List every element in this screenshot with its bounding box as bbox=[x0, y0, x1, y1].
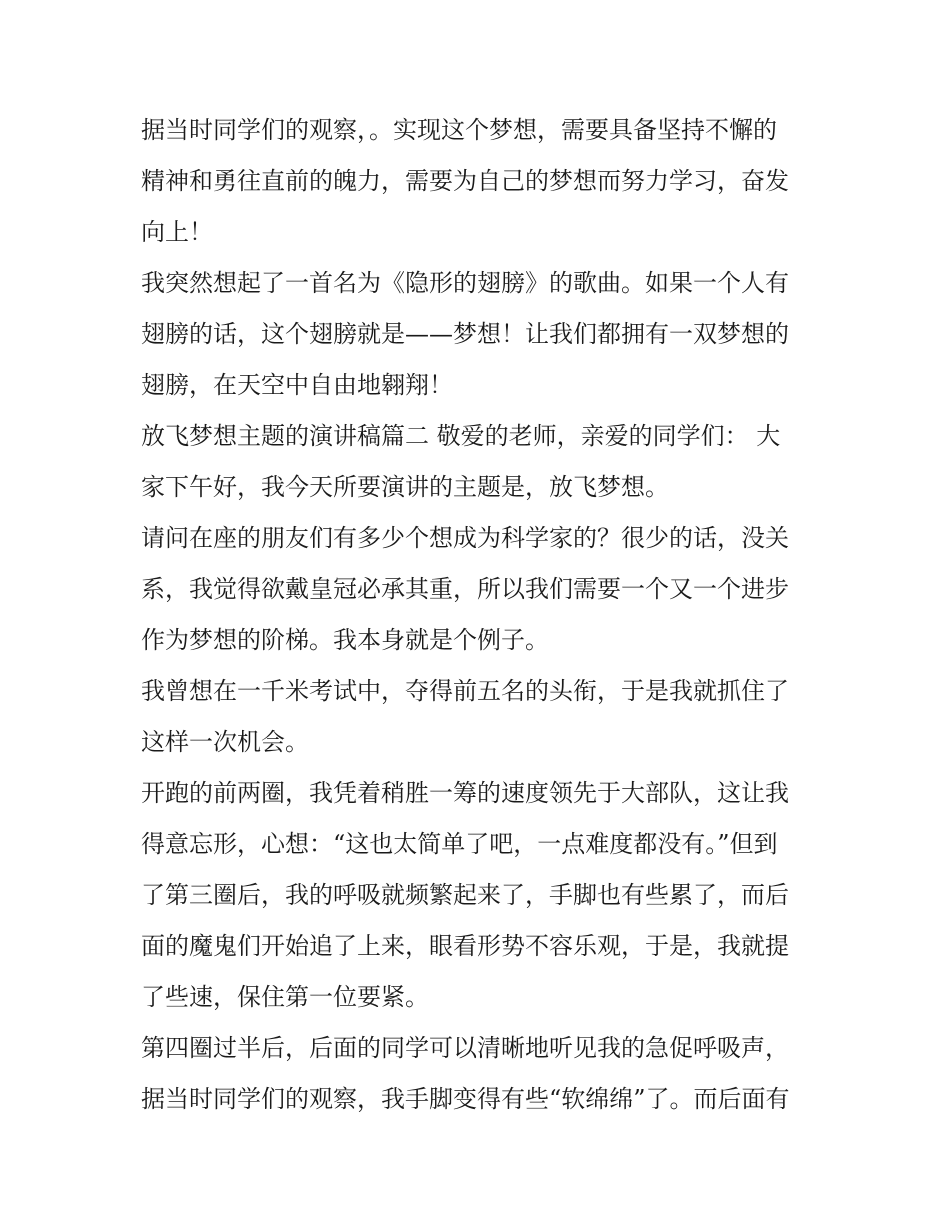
text-line: 我突然想起了一首名为《隐形的翅膀》的歌曲。如果一个人有 bbox=[141, 269, 789, 297]
text-line: 了些速，保住第一位要紧。 bbox=[141, 983, 429, 1011]
text-line: 向上！ bbox=[141, 218, 213, 246]
text-line: 精神和勇往直前的魄力，需要为自己的梦想而努力学习，奋发 bbox=[141, 167, 789, 195]
text-line: 我曾想在一千米考试中，夺得前五名的头衔，于是我就抓住了 bbox=[141, 677, 789, 705]
text-line: 第四圈过半后，后面的同学可以清晰地听见我的急促呼吸声， bbox=[141, 1034, 789, 1062]
text-line: 翅膀的话，这个翅膀就是——梦想！让我们都拥有一双梦想的 bbox=[141, 320, 789, 348]
text-line: 开跑的前两圈，我凭着稍胜一筹的速度领先于大部队，这让我 bbox=[141, 779, 789, 807]
text-line: 据当时同学们的观察，我手脚变得有些“软绵绵”了。而后面有 bbox=[141, 1085, 790, 1113]
text-line: 系，我觉得欲戴皇冠必承其重，所以我们需要一个又一个进步 bbox=[141, 575, 789, 603]
text-line: 面的魔鬼们开始追了上来，眼看形势不容乐观，于是，我就提 bbox=[141, 932, 789, 960]
text-line: 家下午好，我今天所要演讲的主题是，放飞梦想。 bbox=[141, 473, 669, 501]
text-line: 据当时同学们的观察，。实现这个梦想，需要具备坚持不懈的 bbox=[141, 116, 777, 144]
text-line: 请问在座的朋友们有多少个想成为科学家的？很少的话，没关 bbox=[141, 524, 789, 552]
text-line: 得意忘形，心想：“这也太简单了吧，一点难度都没有。”但到 bbox=[141, 830, 778, 858]
text-line: 这样一次机会。 bbox=[141, 728, 309, 756]
text-line: 了第三圈后，我的呼吸就频繁起来了，手脚也有些累了，而后 bbox=[141, 881, 789, 909]
text-line: 放飞梦想主题的演讲稿篇二 敬爱的老师，亲爱的同学们： 大 bbox=[141, 422, 781, 450]
text-line: 翅膀，在天空中自由地翱翔！ bbox=[141, 371, 453, 399]
text-line: 作为梦想的阶梯。我本身就是个例子。 bbox=[141, 626, 549, 654]
document-body bbox=[141, 105, 831, 1125]
